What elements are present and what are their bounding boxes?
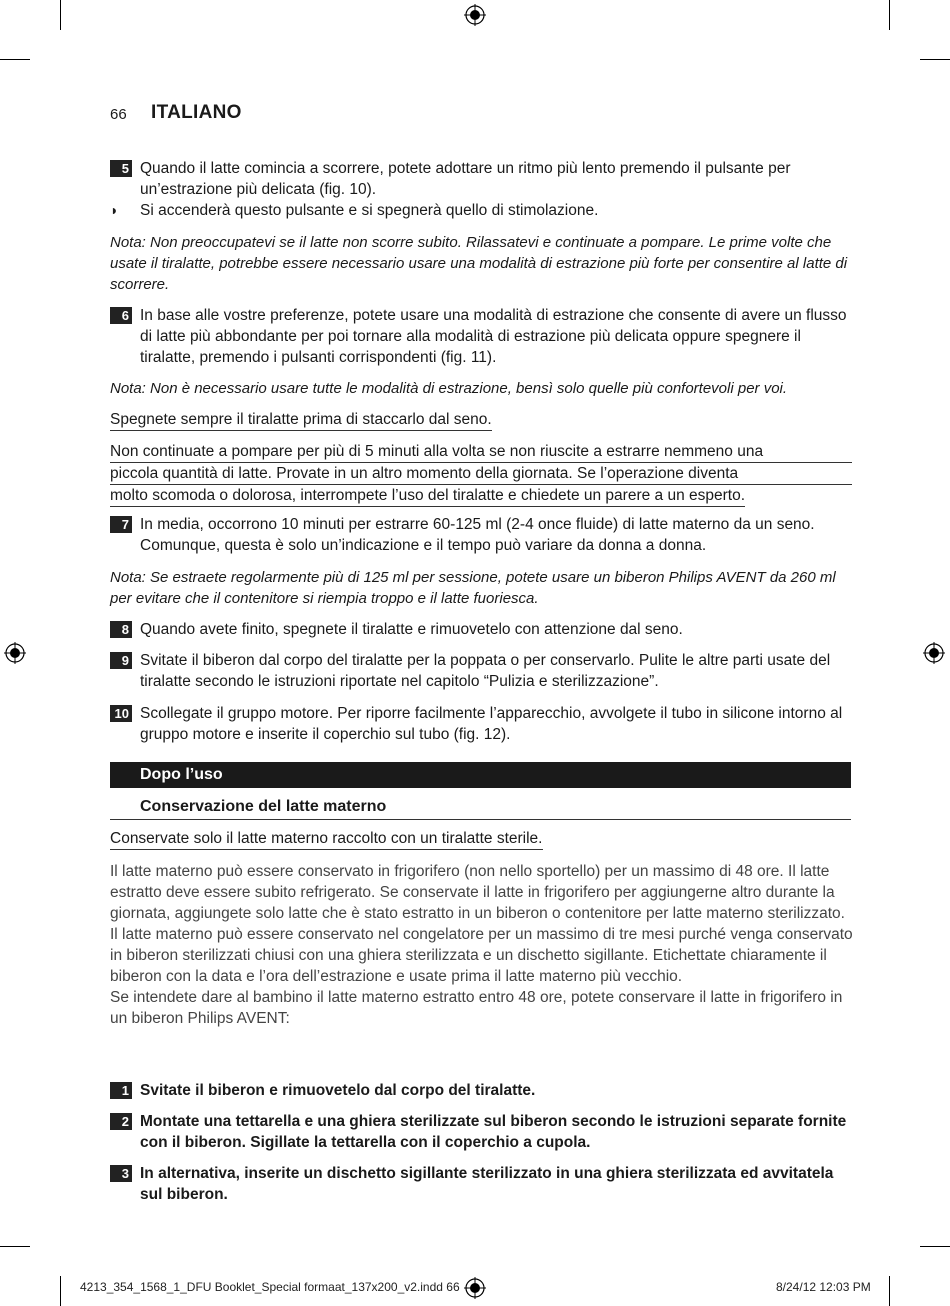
warning <box>110 828 852 850</box>
warning-text: Spegnete sempre il tiralatte prima di staccarlo dal seno. <box>110 409 492 431</box>
note: Nota: Non preoccupatevi se il latte non scorre subito. Rilassatevi e continuate a pompare. Le prime volte che usate il tiralatte, potrebbe essere necessario usare una modalità di estrazione più forte per consentire al latte di scorrere. <box>110 234 848 293</box>
step-number-badge: 3 <box>110 1165 132 1182</box>
warning <box>110 409 852 431</box>
step-text: Svitate il biberon dal corpo del tiralatte per la poppata o per conservarlo. Pulite le altre parti usate del tiralatte secondo le istruzioni riportate nel capitolo “Pulizia e sterilizzazione”. <box>140 652 831 690</box>
body-paragraph: Il latte materno può essere conservato in frigorifero (non nello sportello) per un massimo di 48 ore. Il latte estratto deve essere subito refrigerato. Se conservate il latte in frigorifero per aggiungerne altro durante la giornata, aggiungete solo latte che è stato estratto in un biberon o contenitore per latte materno sterilizzato. Il latte materno può essere conservato nel congelatore per un massimo di tre mesi purché venga conservato in biberon sterilizzati chiusi con una ghiera sterilizzata e un dischetto sigillante. Etichettate chiaramente il biberon con la data e l’ora dell’estrazione e usate prima il latte materno più vecchio. Se intendete dare al bambino il latte materno estratto entro 48 ore, potete conservare il latte in frigorifero in un biberon Philips AVENT: <box>110 863 853 1027</box>
step-1 <box>110 1080 855 1101</box>
note: Nota: Se estraete regolarmente più di 125 ml per sessione, potete usare un biberon Philips AVENT da 260 ml per evitare che il contenitore si riempia troppo e il latte fuoriesca. <box>110 569 836 607</box>
step-3 <box>110 1163 855 1205</box>
crop-mark <box>0 1246 30 1247</box>
step-8 <box>110 619 855 640</box>
step-text: Quando avete finito, spegnete il tiralatte e rimuovetelo con attenzione dal seno. <box>140 621 683 638</box>
step-text: In media, occorrono 10 minuti per estrarre 60-125 ml (2-4 once fluide) di latte materno da un seno. Comunque, questa è solo un’indicazione e il tempo può variare da donna a donna. <box>140 516 815 554</box>
crop-mark <box>920 1246 950 1247</box>
subsection-heading: Conservazione del latte materno <box>110 796 851 820</box>
crop-mark <box>0 59 30 60</box>
registration-mark-icon <box>464 1277 486 1299</box>
step-number-badge: 1 <box>110 1082 132 1099</box>
step-number-badge: 8 <box>110 621 132 638</box>
warning <box>110 441 852 507</box>
step-10 <box>110 703 855 745</box>
page-title: ITALIANO <box>151 102 242 123</box>
step-2 <box>110 1111 855 1153</box>
step-number-badge: 10 <box>110 705 132 722</box>
step-number-badge: 5 <box>110 160 132 177</box>
step-number-badge: 6 <box>110 307 132 324</box>
page-number: 66 <box>110 106 127 123</box>
bullet-icon: ◗ <box>110 202 119 218</box>
warning-text: Conservate solo il latte materno raccolto con un tiralatte sterile. <box>110 828 543 850</box>
step-text: In alternativa, inserite un dischetto sigillante sterilizzato in una ghiera sterilizzata ed avvitatela sul biberon. <box>140 1165 834 1203</box>
step-7 <box>110 514 855 556</box>
warning-line: Non continuate a pompare per più di 5 minuti alla volta se non riuscite a estrarre nemmeno una <box>110 441 852 463</box>
section-heading: Dopo l’uso <box>110 762 851 788</box>
step-number-badge: 2 <box>110 1113 132 1130</box>
step-9 <box>110 650 855 692</box>
step-text: Svitate il biberon e rimuovetelo dal corpo del tiralatte. <box>140 1082 536 1099</box>
step-text: Quando il latte comincia a scorrere, potete adottare un ritmo più lento premendo il pulsante per un’estrazione più delicata (fig. 10). <box>140 160 791 198</box>
step-text: In base alle vostre preferenze, potete usare una modalità di estrazione che consente di avere un flusso di latte più abbondante per poi tornare alla modalità di estrazione più delicata oppure spegnere il tiralatte, premendo i pulsanti corrispondenti (fig. 11). <box>140 307 847 366</box>
warning-line: molto scomoda o dolorosa, interrompete l’uso del tiralatte e chiedete un parere a un esperto. <box>110 485 745 507</box>
warning-line: piccola quantità di latte. Provate in un altro momento della giornata. Se l’operazione diventa <box>110 463 852 485</box>
step-6 <box>110 305 855 368</box>
note: Nota: Non è necessario usare tutte le modalità di estrazione, bensì solo quelle più confortevoli per voi. <box>110 380 788 397</box>
registration-mark-icon <box>464 4 486 26</box>
step-text: Scollegate il gruppo motore. Per riporre facilmente l’apparecchio, avvolgete il tubo in silicone intorno al gruppo motore e inserite il coperchio sul tubo (fig. 12). <box>140 705 843 743</box>
footer-filename: 4213_354_1568_1_DFU Booklet_Special formaat_137x200_v2.indd 66 <box>80 1280 460 1294</box>
step-number-badge: 7 <box>110 516 132 533</box>
step-5-result <box>110 200 855 221</box>
registration-mark-icon <box>4 642 26 664</box>
step-5 <box>110 158 855 200</box>
step-number-badge: 9 <box>110 652 132 669</box>
step-text: Si accenderà questo pulsante e si spegnerà quello di stimolazione. <box>140 202 599 219</box>
registration-mark-icon <box>923 642 945 664</box>
crop-mark <box>889 1276 890 1306</box>
step-text: Montate una tettarella e una ghiera sterilizzate sul biberon secondo le istruzioni separate fornite con il biberon. Sigillate la tettarella con il coperchio a cupola. <box>140 1113 847 1151</box>
crop-mark <box>920 59 950 60</box>
crop-mark <box>60 1276 61 1306</box>
crop-mark <box>60 0 61 30</box>
footer-timestamp: 8/24/12 12:03 PM <box>776 1280 871 1294</box>
crop-mark <box>889 0 890 30</box>
